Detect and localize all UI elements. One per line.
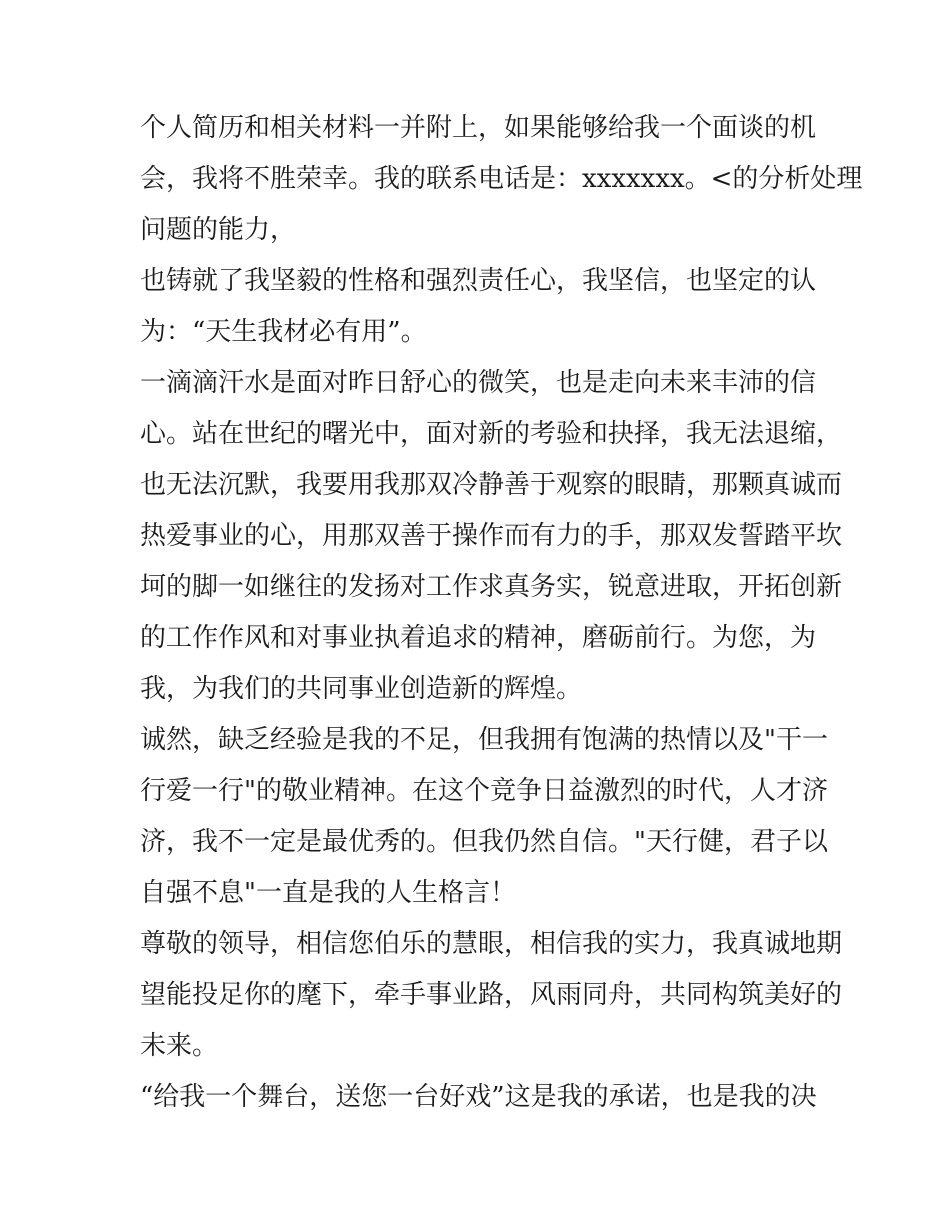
text-line: 未来。: [140, 1031, 219, 1061]
text-line: 坷的脚一如继往的发扬对工作求真务实，锐意进取，开拓创新: [140, 572, 843, 602]
text-line: 问题的能力，: [140, 215, 297, 245]
text-line: 个人简历和相关材料一并附上，如果能够给我一个面谈的机: [140, 113, 817, 143]
text-line: 望能投足你的麾下，牵手事业路，风雨同舟，共同构筑美好的: [140, 980, 843, 1010]
text-line: 我，为我们的共同事业创造新的辉煌。: [140, 674, 583, 704]
text-line: 心。站在世纪的曙光中，面对新的考验和抉择，我无法退缩，: [140, 419, 843, 449]
text-line: 尊敬的领导，相信您伯乐的慧眼，相信我的实力，我真诚地期: [140, 929, 843, 959]
text-line: 一滴滴汗水是面对昨日舒心的微笑，也是走向未来丰沛的信: [140, 368, 817, 398]
text-line: 会，我将不胜荣幸。我的联系电话是：xxxxxxx。<的分析处理: [140, 164, 863, 194]
text-line: “给我一个舞台，送您一台好戏”这是我的承诺，也是我的决: [140, 1082, 817, 1112]
text-line: 济，我不一定是最优秀的。但我仍然自信。"天行健，君子以: [140, 827, 828, 857]
text-line: 行爱一行"的敬业精神。在这个竞争日益激烈的时代，人才济: [140, 776, 828, 806]
text-line: 的工作作风和对事业执着追求的精神，磨砺前行。为您，为: [140, 623, 817, 653]
text-line: 为：“天生我材必有用”。: [140, 317, 427, 347]
text-line: 也无法沉默，我要用我那双冷静善于观察的眼睛，那颗真诚而: [140, 470, 843, 500]
text-line: 自强不息"一直是我的人生格言！: [140, 878, 516, 908]
text-line: 诚然，缺乏经验是我的不足，但我拥有饱满的热情以及"干一: [140, 725, 828, 755]
text-line: 也铸就了我坚毅的性格和强烈责任心，我坚信，也坚定的认: [140, 266, 817, 296]
document-body-text: [140, 103, 863, 1123]
text-line: 热爱事业的心，用那双善于操作而有力的手，那双发誓踏平坎: [140, 521, 843, 551]
